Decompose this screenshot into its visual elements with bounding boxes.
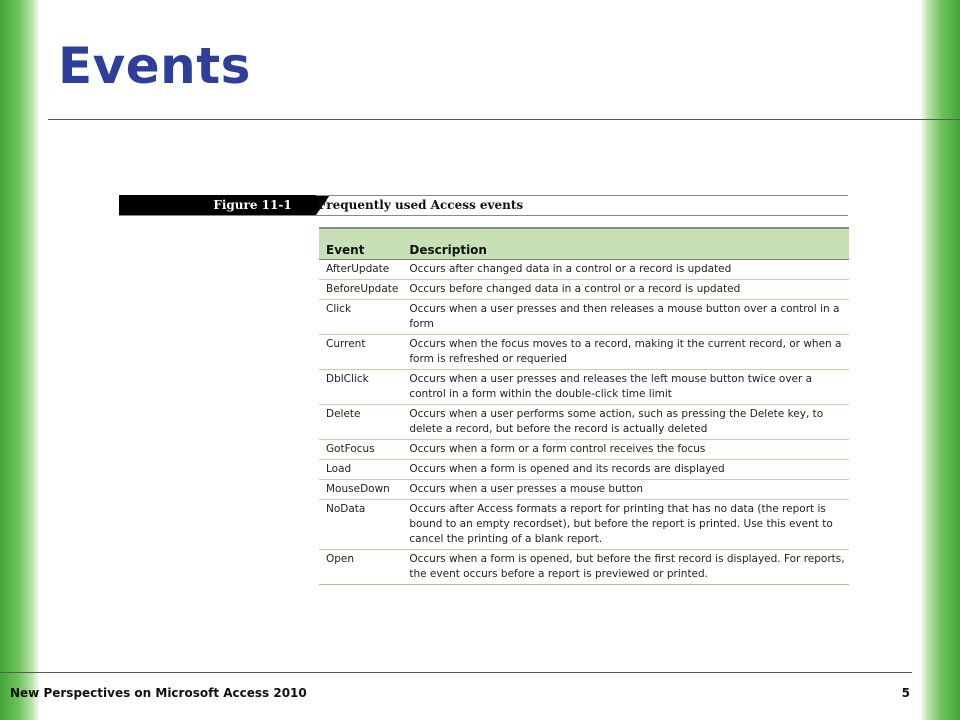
table-row xyxy=(319,550,849,585)
right-decorative-bar xyxy=(920,0,960,720)
event-name: Delete xyxy=(319,405,402,440)
event-name: MouseDown xyxy=(319,480,402,500)
table-row xyxy=(319,460,849,480)
table-row xyxy=(319,480,849,500)
table-header-row xyxy=(319,228,849,260)
table-row xyxy=(319,370,849,405)
table-row xyxy=(319,335,849,370)
event-name: Load xyxy=(319,460,402,480)
event-name: GotFocus xyxy=(319,440,402,460)
footer-divider xyxy=(0,672,912,673)
figure-header xyxy=(119,195,848,215)
event-name: Current xyxy=(319,335,402,370)
header-description: Description xyxy=(402,228,849,260)
slide-title: Events xyxy=(58,37,251,95)
event-name: BeforeUpdate xyxy=(319,280,402,300)
footer-text: New Perspectives on Microsoft Access 2010 xyxy=(10,686,307,700)
figure-label: Figure 11-1 xyxy=(119,195,316,215)
event-name: AfterUpdate xyxy=(319,260,402,280)
event-description: Occurs when the focus moves to a record, making it the current record, or when a form is refreshed or requeried xyxy=(402,335,849,370)
figure-caption: Frequently used Access events xyxy=(318,198,524,212)
table-row xyxy=(319,300,849,335)
table-row xyxy=(319,500,849,550)
event-description: Occurs after Access formats a report for printing that has no data (the report is bound to an empty recordset), but before the report is printed. Use this event to cancel the printing of a blank report. xyxy=(402,500,849,550)
title-divider xyxy=(48,119,960,120)
event-description: Occurs after changed data in a control or a record is updated xyxy=(402,260,849,280)
event-description: Occurs before changed data in a control or a record is updated xyxy=(402,280,849,300)
event-description: Occurs when a form or a form control receives the focus xyxy=(402,440,849,460)
event-description: Occurs when a user presses a mouse button xyxy=(402,480,849,500)
event-description: Occurs when a form is opened, but before the first record is displayed. For reports, the event occurs before a report is previewed or printed. xyxy=(402,550,849,585)
event-description: Occurs when a form is opened and its records are displayed xyxy=(402,460,849,480)
event-name: Click xyxy=(319,300,402,335)
table-row xyxy=(319,280,849,300)
table-row xyxy=(319,440,849,460)
event-description: Occurs when a user presses and then releases a mouse button over a control in a form xyxy=(402,300,849,335)
event-name: Open xyxy=(319,550,402,585)
figure-bottom-rule xyxy=(119,215,848,216)
event-name: DblClick xyxy=(319,370,402,405)
event-description: Occurs when a user presses and releases the left mouse button twice over a control in a form within the double-click time limit xyxy=(402,370,849,405)
table-row xyxy=(319,260,849,280)
page-number: 5 xyxy=(901,686,910,700)
event-description: Occurs when a user performs some action, such as pressing the Delete key, to delete a record, but before the record is actually deleted xyxy=(402,405,849,440)
events-table xyxy=(319,227,849,585)
left-decorative-bar xyxy=(0,0,40,720)
header-event: Event xyxy=(319,228,402,260)
table-row xyxy=(319,405,849,440)
event-name: NoData xyxy=(319,500,402,550)
